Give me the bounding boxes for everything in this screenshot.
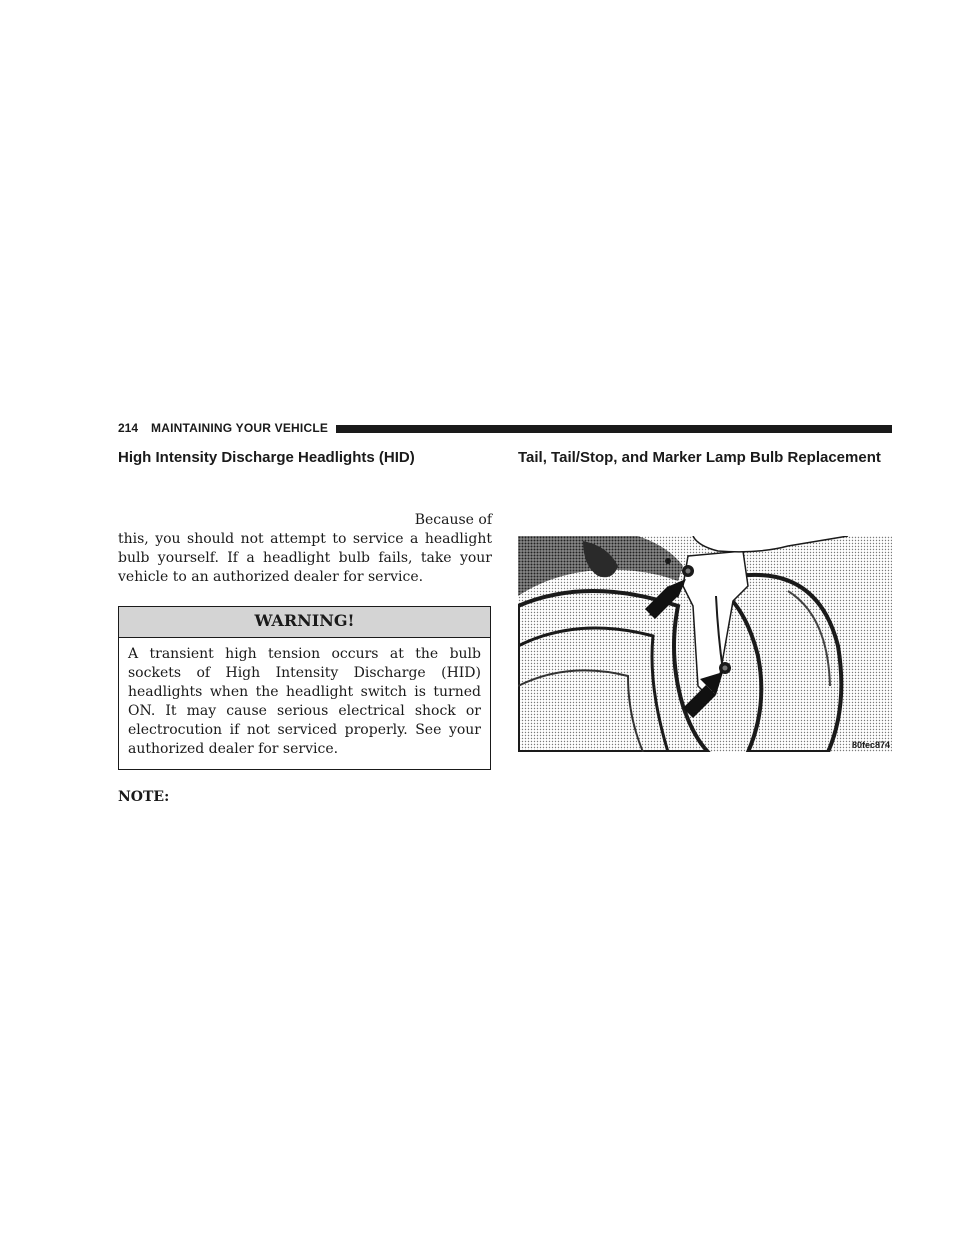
page-header	[118, 418, 892, 438]
left-column	[118, 448, 492, 807]
figure-code: 80fec874	[852, 740, 891, 750]
hid-heading: High Intensity Discharge Headlights (HID)	[118, 449, 415, 466]
hid-paragraph: this, you should not attempt to service a headlight bulb yourself. If a headlight bulb fails, take your vehicle to an authorized dealer for service.	[118, 531, 492, 585]
page-number: 214	[118, 421, 139, 435]
tail-lamp-illustration	[518, 536, 892, 752]
header-rule	[336, 425, 892, 433]
note-label: NOTE:	[118, 789, 170, 805]
warning-body: A transient high tension occurs at the bulb sockets of High Intensity Discharge (HID) headlights when the headlight switch is turned ON. It may cause serious electrical shock or electrocution if not serviced properly. See your authorized dealer for service.	[128, 646, 481, 757]
warning-title: WARNING!	[119, 607, 490, 638]
tail-lamp-heading: Tail, Tail/Stop, and Marker Lamp Bulb Replacement	[518, 449, 881, 466]
hid-paragraph-fragment: Because of	[414, 512, 492, 528]
section-title: MAINTAINING YOUR VEHICLE	[151, 421, 329, 435]
right-column	[518, 448, 892, 467]
warning-box	[118, 606, 491, 770]
